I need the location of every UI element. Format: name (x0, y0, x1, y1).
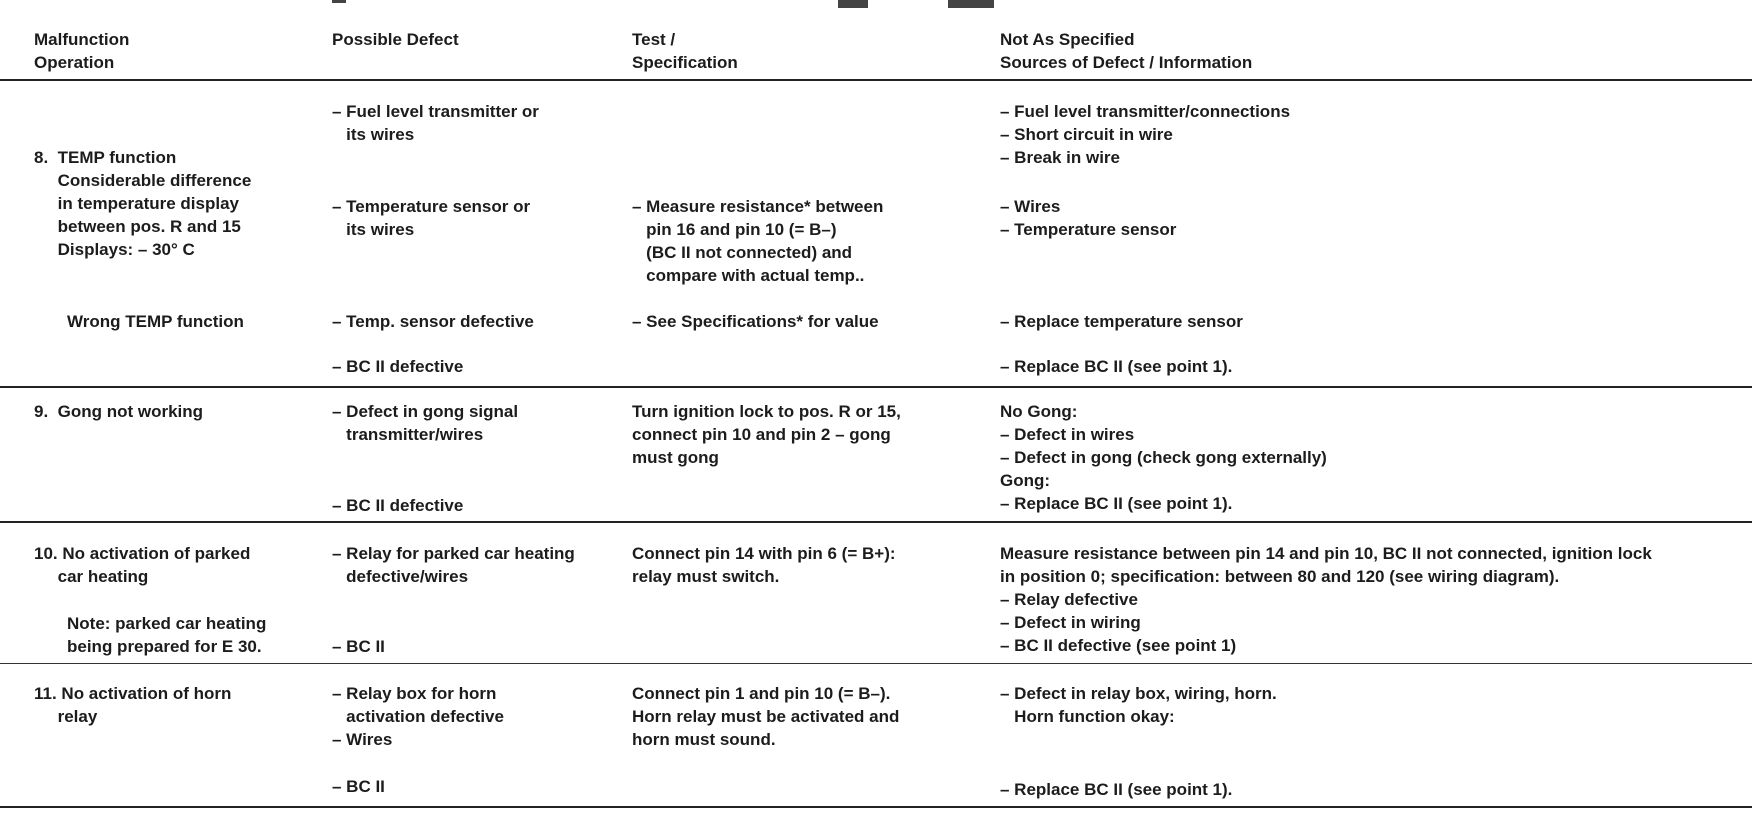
top-fragment-right (948, 0, 994, 8)
row8-source-1: – Fuel level transmitter/connections – Short circuit in wire – Break in wire (1000, 102, 1291, 167)
header-sources: Not As Specified Sources of Defect / Information (1000, 30, 1253, 72)
row8-source-2: – Wires – Temperature sensor (1000, 197, 1177, 239)
row10-source-1: Measure resistance between pin 14 and pin 10, BC II not connected, ignition lock in position 0; specification: between 80 and 120 (see wiring diagram). – Relay defective – Defect in wiring – BC II defective (see point 1) (1000, 544, 1652, 655)
row11-test-1: Connect pin 1 and pin 10 (= B–). Horn relay must be activated and horn must sound. (632, 684, 900, 749)
row11-malfunction: 11. No activation of horn relay (34, 684, 232, 726)
header-malfunction: Malfunction Operation (34, 30, 130, 72)
row10-defect-1: – Relay for parked car heating defective/wires (332, 544, 575, 586)
row9-defect-2: – BC II defective (332, 496, 464, 515)
bottom-rule (0, 806, 1752, 808)
row-divider (0, 663, 1752, 664)
row8-defect-3: – Temp. sensor defective (332, 312, 534, 331)
row10-note: Note: parked car heating being prepared for E 30. (67, 614, 267, 656)
header-possible-defect: Possible Defect (332, 30, 459, 49)
row11-defect-2: – BC II (332, 777, 385, 796)
row8-source-4: – Replace BC II (see point 1). (1000, 357, 1233, 376)
row-divider (0, 386, 1752, 388)
row11-source-2: – Replace BC II (see point 1). (1000, 780, 1233, 799)
row8-malfunction-b: Wrong TEMP function (67, 312, 244, 331)
header-test: Test / Specification (632, 30, 738, 72)
row8-defect-1: – Fuel level transmitter or its wires (332, 102, 539, 144)
row-divider (0, 521, 1752, 523)
row10-defect-2: – BC II (332, 637, 385, 656)
row9-malfunction: 9. Gong not working (34, 402, 204, 421)
row10-test-1: Connect pin 14 with pin 6 (= B+): relay must switch. (632, 544, 896, 586)
row11-source-1: – Defect in relay box, wiring, horn. Horn function okay: (1000, 684, 1277, 726)
row8-defect-4: – BC II defective (332, 357, 464, 376)
row8-test-1: – Measure resistance* between pin 16 and pin 10 (= B–) (BC II not connected) and compare with actual temp.. (632, 197, 884, 285)
row11-defect-1: – Relay box for horn activation defective – Wires (332, 684, 504, 749)
row9-defect-1: – Defect in gong signal transmitter/wires (332, 402, 519, 444)
row9-source-1: No Gong: – Defect in wires – Defect in gong (check gong externally) Gong: – Replace BC II (see point 1). (1000, 402, 1327, 513)
row10-malfunction: 10. No activation of parked car heating (34, 544, 251, 586)
row8-source-3: – Replace temperature sensor (1000, 312, 1243, 331)
header-rule (0, 79, 1752, 81)
row8-malfunction: 8. TEMP function Considerable difference in temperature display between pos. R and 15 Displays: – 30° C (34, 148, 252, 259)
row8-defect-2: – Temperature sensor or its wires (332, 197, 531, 239)
row8-test-2: – See Specifications* for value (632, 312, 879, 331)
row9-test-1: Turn ignition lock to pos. R or 15, connect pin 10 and pin 2 – gong must gong (632, 402, 901, 467)
top-fragment-left (838, 0, 868, 8)
top-mark (332, 0, 346, 3)
